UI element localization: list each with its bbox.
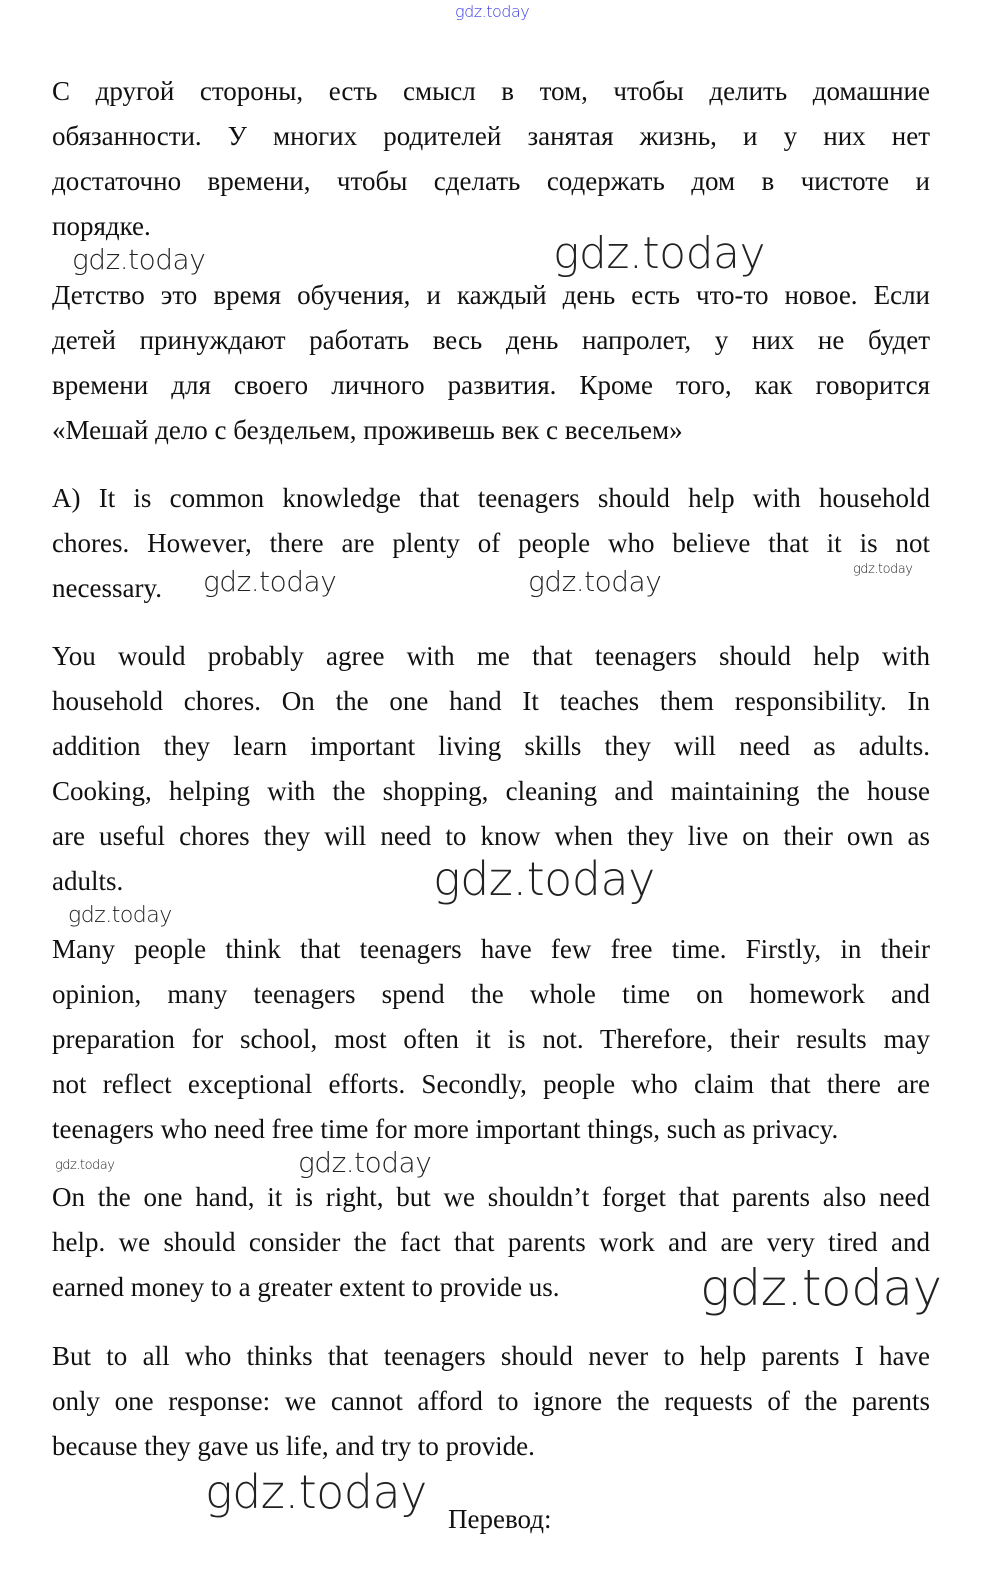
paragraph-6-line: earned money to a greater extent to provide us. — [52, 1272, 560, 1302]
paragraph-7-line: only one response: we cannot afford to ignore the requests of the parents — [52, 1386, 930, 1416]
paragraph-4-line: adults. — [52, 866, 124, 896]
paragraph-7-line: because they gave us life, and try to provide. — [52, 1431, 535, 1461]
paragraph-1-line: С другой стороны, есть смысл в том, чтобы делить домашние — [52, 76, 930, 106]
paragraph-6-line: help. we should consider the fact that parents work and are very tired and — [52, 1227, 930, 1257]
paragraph-2-line: времени для своего личного развития. Кроме того, как говорится — [52, 370, 930, 400]
paragraph-4-line: addition they learn important living skills they will need as adults. — [52, 731, 930, 761]
paragraph-5-line: teenagers who need free time for more important things, such as privacy. — [52, 1114, 839, 1144]
watermark-logo: gdz.today — [433, 852, 655, 906]
paragraph-1-line: обязанности. У многих родителей занятая жизнь, и у них нет — [52, 121, 930, 151]
paragraph-5-line: Many people think that teenagers have few free time. Firstly, in their — [52, 934, 930, 964]
paragraph-3-line: chores. However, there are plenty of people who believe that it is not — [52, 528, 930, 558]
watermark-logo: gdz.today — [72, 243, 206, 276]
watermark-logo: gdz.today — [455, 2, 530, 21]
paragraph-5-line: preparation for school, most often it is not. Therefore, their results may — [52, 1024, 930, 1054]
watermark-logo: gdz.today — [68, 903, 172, 928]
paragraph-1-line: порядке. — [52, 211, 151, 241]
watermark-logo: gdz.today — [853, 562, 913, 577]
paragraph-4-line: You would probably agree with me that teenagers should help with — [52, 641, 930, 671]
paragraph-3-line: A) It is common knowledge that teenagers should help with household — [52, 483, 930, 513]
paragraph-5-line: opinion, many teenagers spend the whole time on homework and — [52, 979, 930, 1009]
watermark-logo: gdz.today — [298, 1146, 432, 1179]
paragraph-1-line: достаточно времени, чтобы сделать содержать дом в чистоте и — [52, 166, 930, 196]
translation-heading: Перевод: — [448, 1504, 552, 1534]
paragraph-3-line: necessary. — [52, 573, 162, 603]
paragraph-2-line: «Мешай дело с бездельем, проживешь век с весельем» — [52, 415, 683, 445]
paragraph-4-line: are useful chores they will need to know when they live on their own as — [52, 821, 930, 851]
paragraph-2-line: Детство это время обучения, и каждый день есть что-то новое. Если — [52, 280, 930, 310]
paragraph-2-line: детей принуждают работать весь день напролет, у них не будет — [52, 325, 930, 355]
watermark-logo: gdz.today — [528, 565, 662, 598]
paragraph-5-line: not reflect exceptional efforts. Secondly, people who claim that there are — [52, 1069, 930, 1099]
paragraph-6-line: On the one hand, it is right, but we shouldn’t forget that parents also need — [52, 1182, 930, 1212]
watermark-logo: gdz.today — [205, 1465, 427, 1519]
watermark-logo: gdz.today — [203, 565, 337, 598]
paragraph-4-line: household chores. On the one hand It teaches them responsibility. In — [52, 686, 930, 716]
paragraph-4-line: Cooking, helping with the shopping, cleaning and maintaining the house — [52, 776, 930, 806]
paragraph-7-line: But to all who thinks that teenagers should never to help parents I have — [52, 1341, 930, 1371]
watermark-logo: gdz.today — [700, 1259, 942, 1317]
watermark-logo: gdz.today — [553, 228, 766, 279]
watermark-logo: gdz.today — [55, 1158, 115, 1173]
